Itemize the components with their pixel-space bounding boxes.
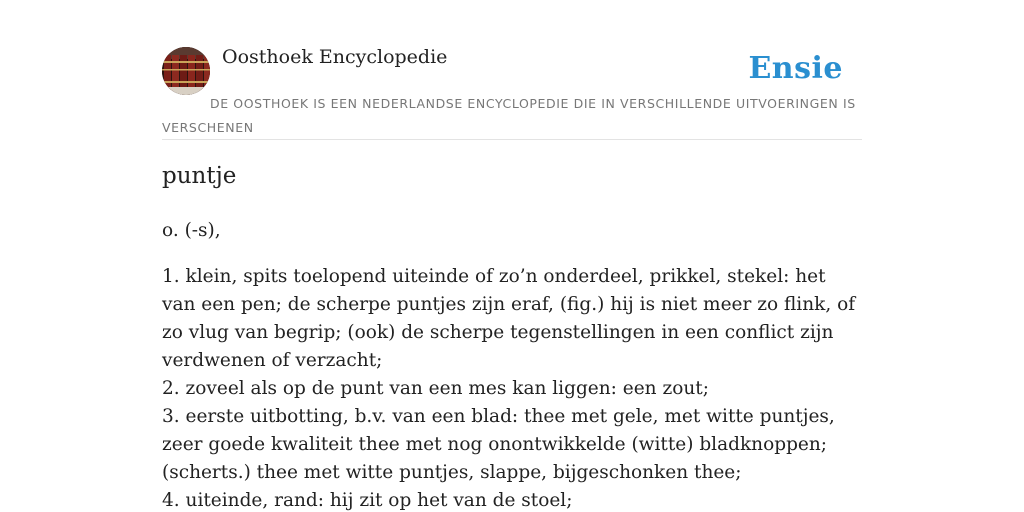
definition-item: 1. klein, spits toelopend uiteinde of zo’n onderdeel, prikkel, stekel: het van een pen; de scherpe puntjes zijn eraf, (fig.) hij is niet meer zo flink, of zo vlug van begrip; (ook) de scherpe tegenstellingen in een conflict zijn verdwenen of verzacht; [162, 266, 856, 371]
definition-item: 4. uiteinde, rand: hij zit op het van de stoel; [162, 490, 573, 511]
ensie-logo-link[interactable]: Ensie [748, 51, 843, 86]
source-description: DE OOSTHOEK IS EEN NEDERLANDSE ENCYCLOPEDIE DIE IN VERSCHILLENDE UITVOERINGEN IS VERSCHENEN [162, 96, 856, 135]
entry-grammar: o. (-s), [162, 220, 221, 241]
page-container [162, 0, 862, 511]
source-avatar[interactable] [162, 47, 210, 95]
source-header [162, 0, 862, 140]
entry-title: puntje [162, 163, 237, 189]
source-name[interactable]: Oosthoek Encyclopedie [222, 46, 448, 68]
definition-item: 3. eerste uitbotting, b.v. van een blad: thee met gele, met witte puntjes, zeer goede kwaliteit thee met nog onontwikkelde (witte) bladknoppen; (scherts.) thee met witte puntjes, slappe, bijgeschonken thee; [162, 406, 835, 483]
encyclopedia-books-icon [162, 47, 210, 95]
entry-definitions [162, 263, 862, 512]
definition-item: 2. zoveel als op de punt van een mes kan liggen: een zout; [162, 378, 709, 399]
